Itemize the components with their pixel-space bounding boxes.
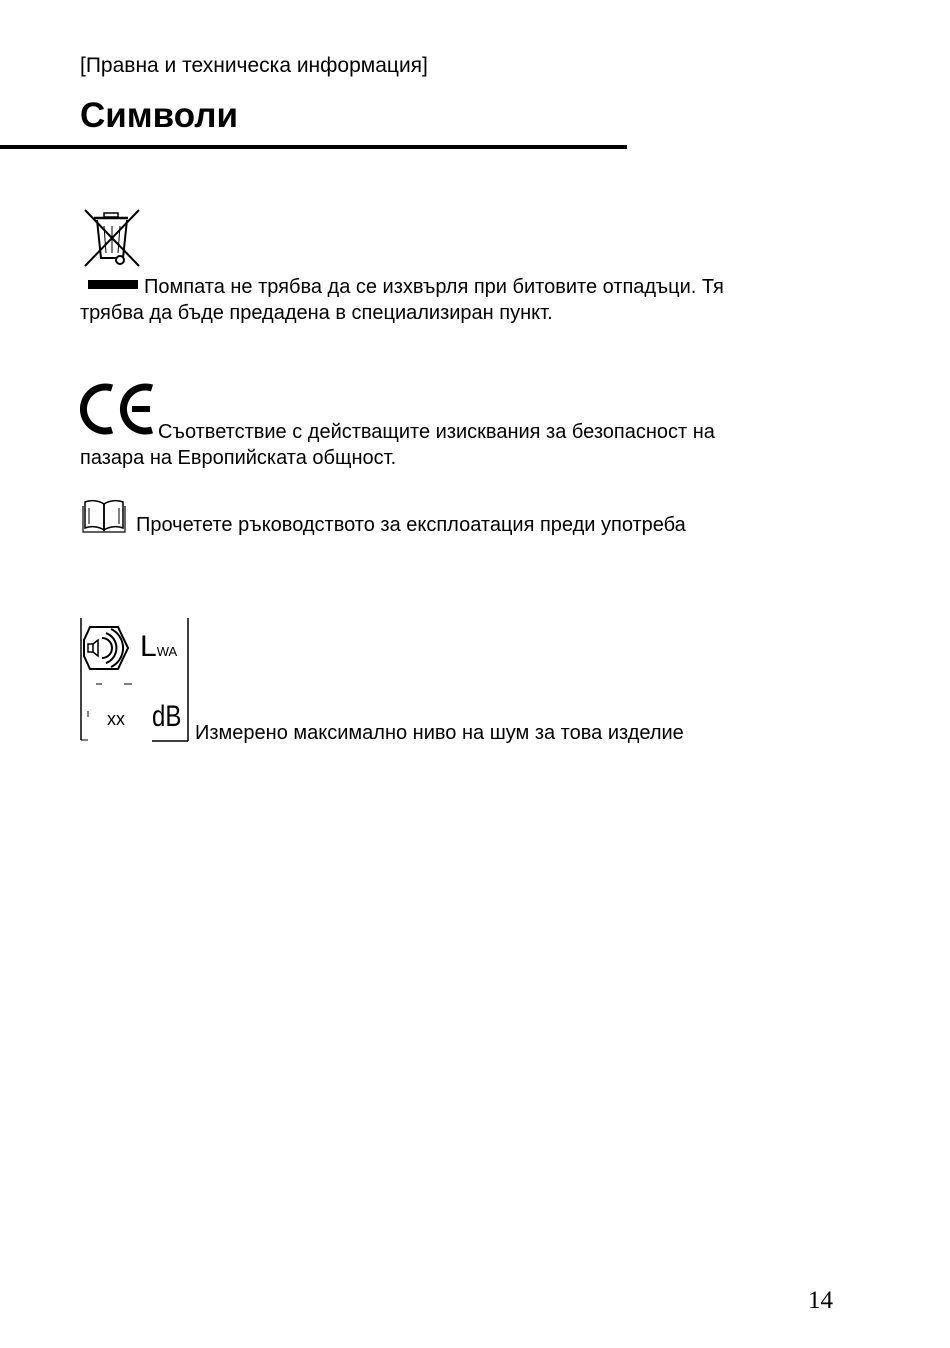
title-divider (0, 145, 627, 149)
noise-text: Измерено максимално ниво на шум за това изделие (195, 722, 684, 744)
weee-bar-mark (88, 280, 138, 289)
ce-text-line1: Съответствие с действащите изисквания за безопасност на (158, 421, 715, 443)
open-book-icon (82, 498, 126, 534)
lwa-main: L (140, 630, 157, 663)
weee-text-line2: трябва да бъде предадена в специализиран пункт. (80, 302, 553, 324)
ce-text-line2: пазара на Европийската общност. (80, 447, 397, 469)
noise-unit: dB (152, 700, 182, 733)
manual-text: Прочетете ръководството за експлоатация преди употреба (136, 514, 686, 536)
lwa-label (140, 632, 177, 662)
page-number: 14 (808, 1287, 833, 1314)
lwa-sub: WA (156, 644, 178, 659)
crossed-out-wheelie-bin-icon (82, 208, 142, 270)
breadcrumb: [Правна и техническа информация] (80, 54, 428, 77)
noise-value: xx (107, 709, 125, 729)
ce-mark-icon (80, 380, 156, 438)
weee-text-line1: Помпата не трябва да се изхвърля при битовите отпадъци. Тя (144, 276, 724, 298)
sound-power-level-icon (80, 618, 190, 742)
page-title: Символи (80, 96, 238, 135)
